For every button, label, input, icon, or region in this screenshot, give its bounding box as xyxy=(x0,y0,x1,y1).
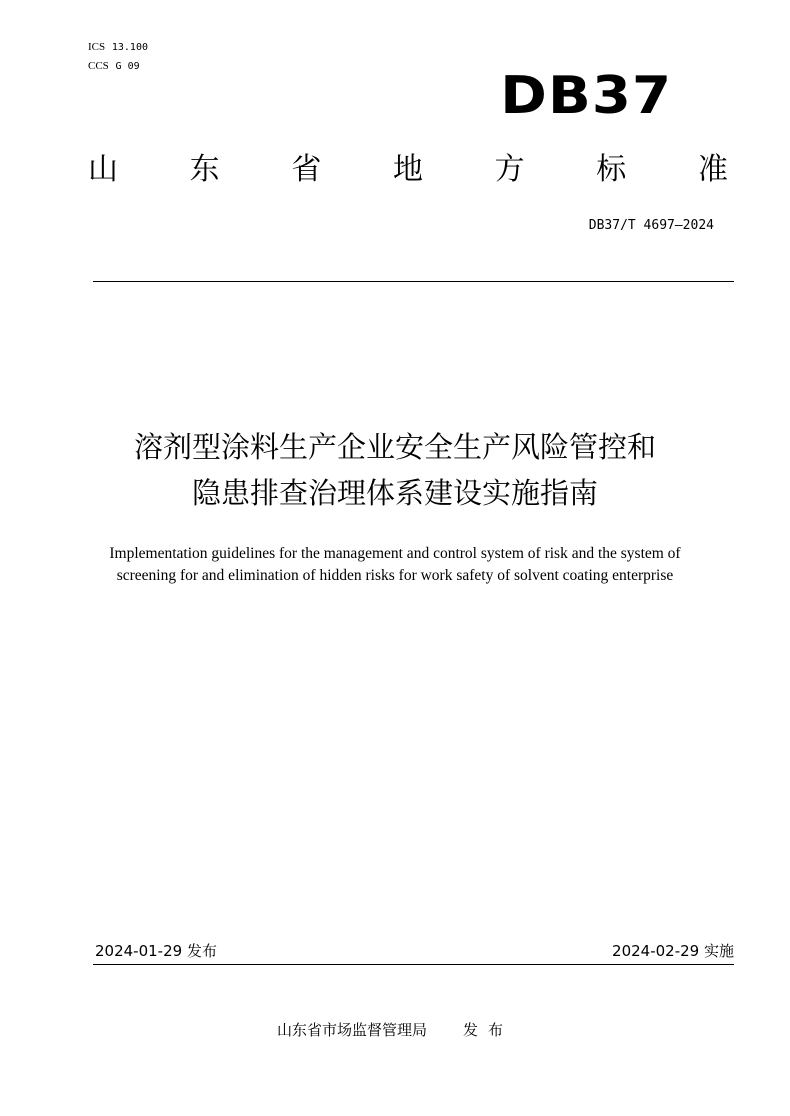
issuer-line xyxy=(0,1019,790,1041)
ccs-label: CCS xyxy=(88,60,109,72)
chinese-title xyxy=(0,424,790,516)
english-title: Implementation guidelines for the management and control system of risk and the system of screening for and elimination of hidden risks for work safety of solvent coating enterprise xyxy=(109,545,681,584)
standard-number: DB37/T 4697—2024 xyxy=(588,218,714,233)
bottom-divider xyxy=(93,964,734,965)
standard-type-char: 省 xyxy=(291,152,322,187)
standard-type-char: 东 xyxy=(189,152,220,187)
standard-type-char: 标 xyxy=(596,152,627,187)
chinese-title-line-2: 隐患排查治理体系建设实施指南 xyxy=(191,476,598,510)
standard-type-char: 准 xyxy=(697,152,728,187)
standard-type-char: 方 xyxy=(494,152,525,187)
db37-logo: DB37 xyxy=(500,66,672,126)
publish-date: 2024-01-29 发布 xyxy=(95,942,217,960)
ics-code: 13.100 xyxy=(111,42,148,53)
ccs-code: G 09 xyxy=(115,61,140,72)
ics-label: ICS xyxy=(88,41,106,53)
chinese-title-line-1: 溶剂型涂料生产企业安全生产风险管控和 xyxy=(133,430,656,464)
ics-line xyxy=(88,40,148,55)
standard-type-char: 地 xyxy=(392,152,423,187)
ccs-line xyxy=(88,59,140,74)
standard-type-title xyxy=(88,150,728,190)
standard-type-char: 山 xyxy=(88,152,118,187)
implement-date: 2024-02-29 实施 xyxy=(612,942,734,960)
issuer-name: 山东省市场监督管理局 xyxy=(276,1021,427,1039)
top-divider xyxy=(93,281,734,282)
issuer-action: 发布 xyxy=(463,1021,514,1039)
